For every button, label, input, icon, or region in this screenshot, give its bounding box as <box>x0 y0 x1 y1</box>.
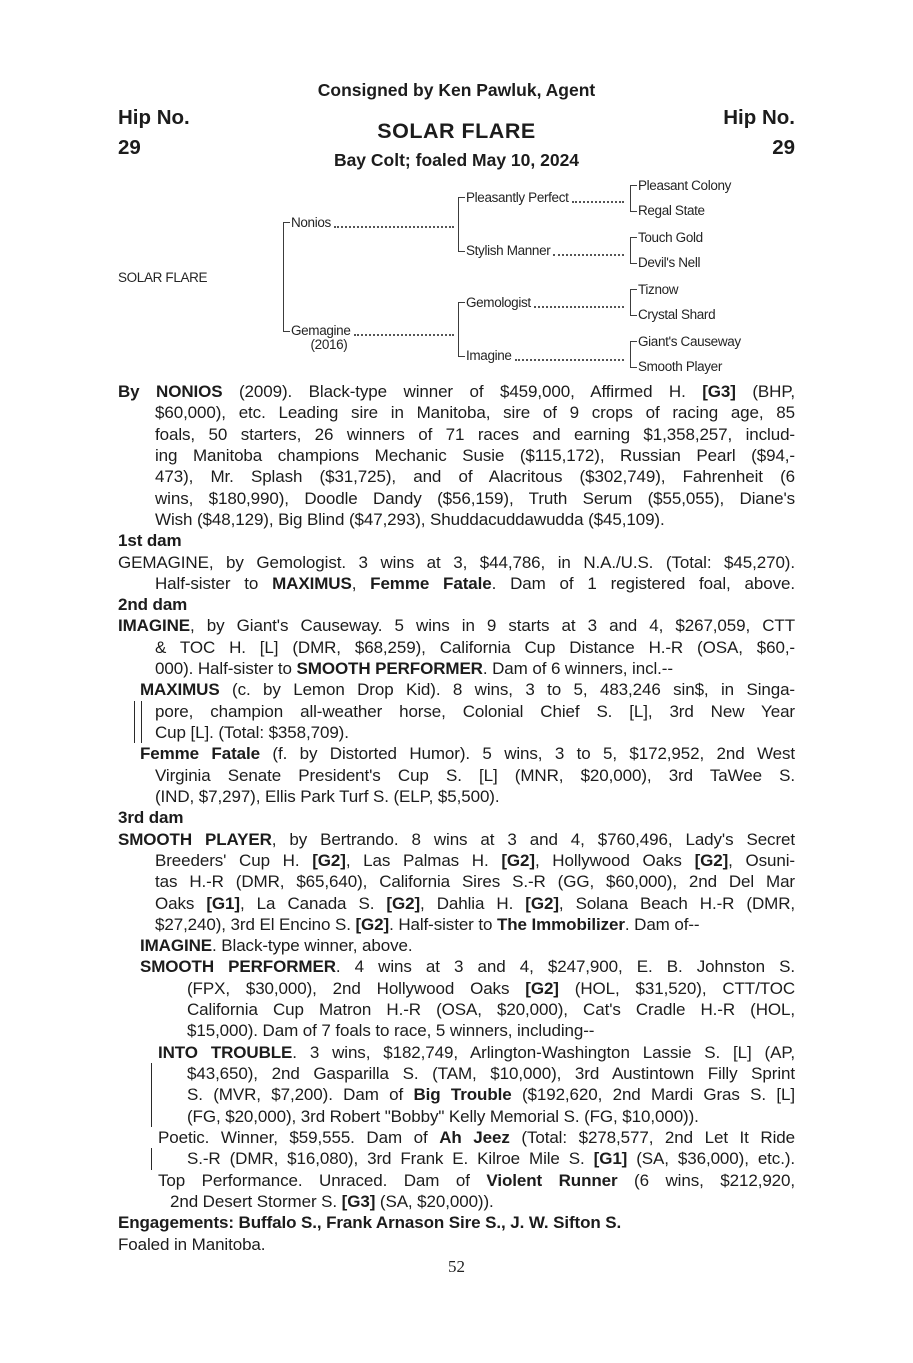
dotted-leader <box>354 334 455 336</box>
pedigree-name: Crystal Shard <box>638 307 716 322</box>
pedigree-entry <box>466 243 625 258</box>
dam-heading: 2nd dam <box>118 595 188 615</box>
family-continuation-rule <box>141 701 142 722</box>
pedigree-bracket <box>630 289 637 316</box>
family-continuation-rule <box>151 1148 152 1169</box>
text-line: INTO TROUBLE. 3 wins, $182,749, Arlington-Washington Lassie S. [L] (AP, <box>158 1042 795 1062</box>
text-line: MAXIMUS (c. by Lemon Drop Kid). 8 wins, 3 to 5, 483,246 sin$, in Singa- <box>140 680 795 700</box>
pedigree-entry <box>466 190 625 205</box>
pedigree-bracket <box>630 341 637 368</box>
dam-heading: 3rd dam <box>118 808 184 828</box>
pedigree-name: Stylish Manner <box>466 243 551 258</box>
pedigree-bracket <box>630 237 637 264</box>
pedigree-name: Smooth Player <box>638 359 722 374</box>
text-line: California Cup Matron H.-R (OSA, $20,000), Cat's Cradle H.-R (HOL, <box>187 1000 795 1020</box>
text-line: IMAGINE. Black-type winner, above. <box>140 936 413 956</box>
pedigree-name: Nonios <box>291 215 331 230</box>
hip-label: Hip No. <box>118 106 190 129</box>
pedigree-bracket <box>458 197 465 252</box>
text-line: (IND, $7,297), Ellis Park Turf S. (ELP, $5,500). <box>155 786 500 806</box>
pedigree-name: Gemagine <box>291 323 351 338</box>
text-line: $60,000), etc. Leading sire in Manitoba, sire of 9 crops of racing age, 85 <box>155 403 795 423</box>
pedigree-dam-year: (2016) <box>310 337 348 352</box>
family-continuation-rule <box>141 722 142 743</box>
family-continuation-rule <box>151 1063 152 1084</box>
pedigree-dam <box>291 323 455 338</box>
text-line: tas H.-R (DMR, $65,640), California Sires S.-R (GG, $60,000), 2nd Del Mar <box>155 872 795 892</box>
text-line: S. (MVR, $7,200). Dam of Big Trouble ($192,620, 2nd Mardi Gras S. [L] <box>187 1084 795 1105</box>
text-line: 473), Mr. Splash ($31,725), and of Alacritous ($302,749), Fahrenheit (6 <box>155 467 795 487</box>
text-line: Foaled in Manitoba. <box>118 1234 266 1254</box>
pedigree-subject: SOLAR FLARE <box>118 270 208 285</box>
pedigree-entry <box>466 295 625 310</box>
dotted-leader <box>553 254 624 256</box>
text-line: (FPX, $30,000), 2nd Hollywood Oaks [G2] (HOL, $31,520), CTT/TOC <box>187 978 795 998</box>
consignor-line: Consigned by Ken Pawluk, Agent <box>317 80 596 100</box>
pedigree-entry <box>466 348 625 363</box>
text-line: IMAGINE, by Giant's Causeway. 5 wins in 9 starts at 3 and 4, $267,059, CTT <box>118 616 795 636</box>
text-line: foals, 50 starters, 26 winners of 71 races and earning $1,358,257, includ- <box>155 424 795 444</box>
dotted-leader <box>572 201 624 203</box>
horse-name-title: SOLAR FLARE <box>377 119 536 143</box>
text-line: $43,650), 2nd Gasparilla S. (TAM, $10,000), 3rd Austintown Filly Sprint <box>187 1063 795 1084</box>
text-line: $27,240), 3rd El Encino S. [G2]. Half-sister to The Immobilizer. Dam of-- <box>155 914 700 934</box>
catalog-body <box>118 381 795 1255</box>
pedigree-name: Giant's Causeway <box>638 334 741 349</box>
text-line: Engagements: Buffalo S., Frank Arnason Sire S., J. W. Sifton S. <box>118 1213 622 1233</box>
pedigree-bracket <box>458 302 465 357</box>
pedigree-bracket <box>630 185 637 212</box>
pedigree-name: Imagine <box>466 348 512 363</box>
family-continuation-rule <box>134 701 135 722</box>
text-line: 2nd Desert Stormer S. [G3] (SA, $20,000)). <box>170 1191 494 1211</box>
text-line: Femme Fatale (f. by Distorted Humor). 5 wins, 3 to 5, $172,952, 2nd West <box>140 744 796 764</box>
text-line: Oaks [G1], La Canada S. [G2], Dahlia H. [G2], Solana Beach H.-R (DMR, <box>155 893 795 913</box>
page-number: 52 <box>448 1257 465 1276</box>
text-line: pore, champion all-weather horse, Colonial Chief S. [L], 3rd New Year <box>155 701 795 722</box>
dotted-leader <box>334 226 454 228</box>
family-continuation-rule <box>134 722 135 743</box>
pedigree-name: Gemologist <box>466 295 531 310</box>
pedigree-name: Pleasant Colony <box>638 178 732 193</box>
text-line: Half-sister to MAXIMUS, Femme Fatale. Dam of 1 registered foal, above. <box>155 573 795 593</box>
text-line: & TOC H. [L] (DMR, $68,259), California Cup Distance H.-R (OSA, $60,- <box>155 637 795 657</box>
pedigree-name: Tiznow <box>638 282 679 297</box>
text-line: SMOOTH PLAYER, by Bertrando. 8 wins at 3 and 4, $760,496, Lady's Secret <box>118 829 795 849</box>
text-line: Virginia Senate President's Cup S. [L] (MNR, $20,000), 3rd TaWee S. <box>155 765 795 785</box>
dotted-leader <box>534 306 624 308</box>
text-line: By NONIOS (2009). Black-type winner of $459,000, Affirmed H. [G3] (BHP, <box>118 382 795 401</box>
pedigree-name: Regal State <box>638 203 705 218</box>
text-line: ing Manitoba champions Mechanic Susie ($115,172), Russian Pearl ($94,- <box>155 445 795 465</box>
dam-heading: 1st dam <box>118 531 182 551</box>
text-line: (FG, $20,000), 3rd Robert "Bobby" Kelly Memorial S. (FG, $10,000)). <box>187 1106 795 1127</box>
horse-description: Bay Colt; foaled May 10, 2024 <box>333 150 580 170</box>
pedigree-sire <box>291 215 455 230</box>
text-line: SMOOTH PERFORMER. 4 wins at 3 and 4, $247,900, E. B. Johnston S. <box>140 957 795 977</box>
pedigree-name: Devil's Nell <box>638 255 701 270</box>
family-continuation-rule <box>151 1106 152 1127</box>
text-line: Poetic. Winner, $59,555. Dam of Ah Jeez (Total: $278,577, 2nd Let It Ride <box>158 1127 795 1147</box>
text-line: wins, $180,990), Doodle Dandy ($56,159), Truth Serum ($55,055), Diane's <box>155 488 795 508</box>
hip-label: Hip No. <box>723 106 795 129</box>
pedigree-name: Pleasantly Perfect <box>466 190 569 205</box>
text-line: Cup [L]. (Total: $358,709). <box>155 722 795 743</box>
family-continuation-rule <box>151 1084 152 1105</box>
pedigree-bracket <box>283 222 290 332</box>
text-line: Breeders' Cup H. [G2], Las Palmas H. [G2], Hollywood Oaks [G2], Osuni- <box>155 850 795 870</box>
hip-value: 29 <box>118 136 141 159</box>
text-line: GEMAGINE, by Gemologist. 3 wins at 3, $44,786, in N.A./U.S. (Total: $45,270). <box>118 552 795 572</box>
text-line: S.-R (DMR, $16,080), 3rd Frank E. Kilroe Mile S. [G1] (SA, $36,000), etc.). <box>187 1148 795 1169</box>
dotted-leader <box>515 359 624 361</box>
hip-value: 29 <box>772 136 795 159</box>
text-line: 000). Half-sister to SMOOTH PERFORMER. Dam of 6 winners, incl.-- <box>155 659 673 679</box>
text-line: $15,000). Dam of 7 foals to race, 5 winners, including-- <box>187 1021 595 1041</box>
pedigree-name: Touch Gold <box>638 230 703 245</box>
text-line: Wish ($48,129), Big Blind ($47,293), Shuddacuddawudda ($45,109). <box>155 509 665 529</box>
text-line: Top Performance. Unraced. Dam of Violent Runner (6 wins, $212,920, <box>158 1170 796 1190</box>
